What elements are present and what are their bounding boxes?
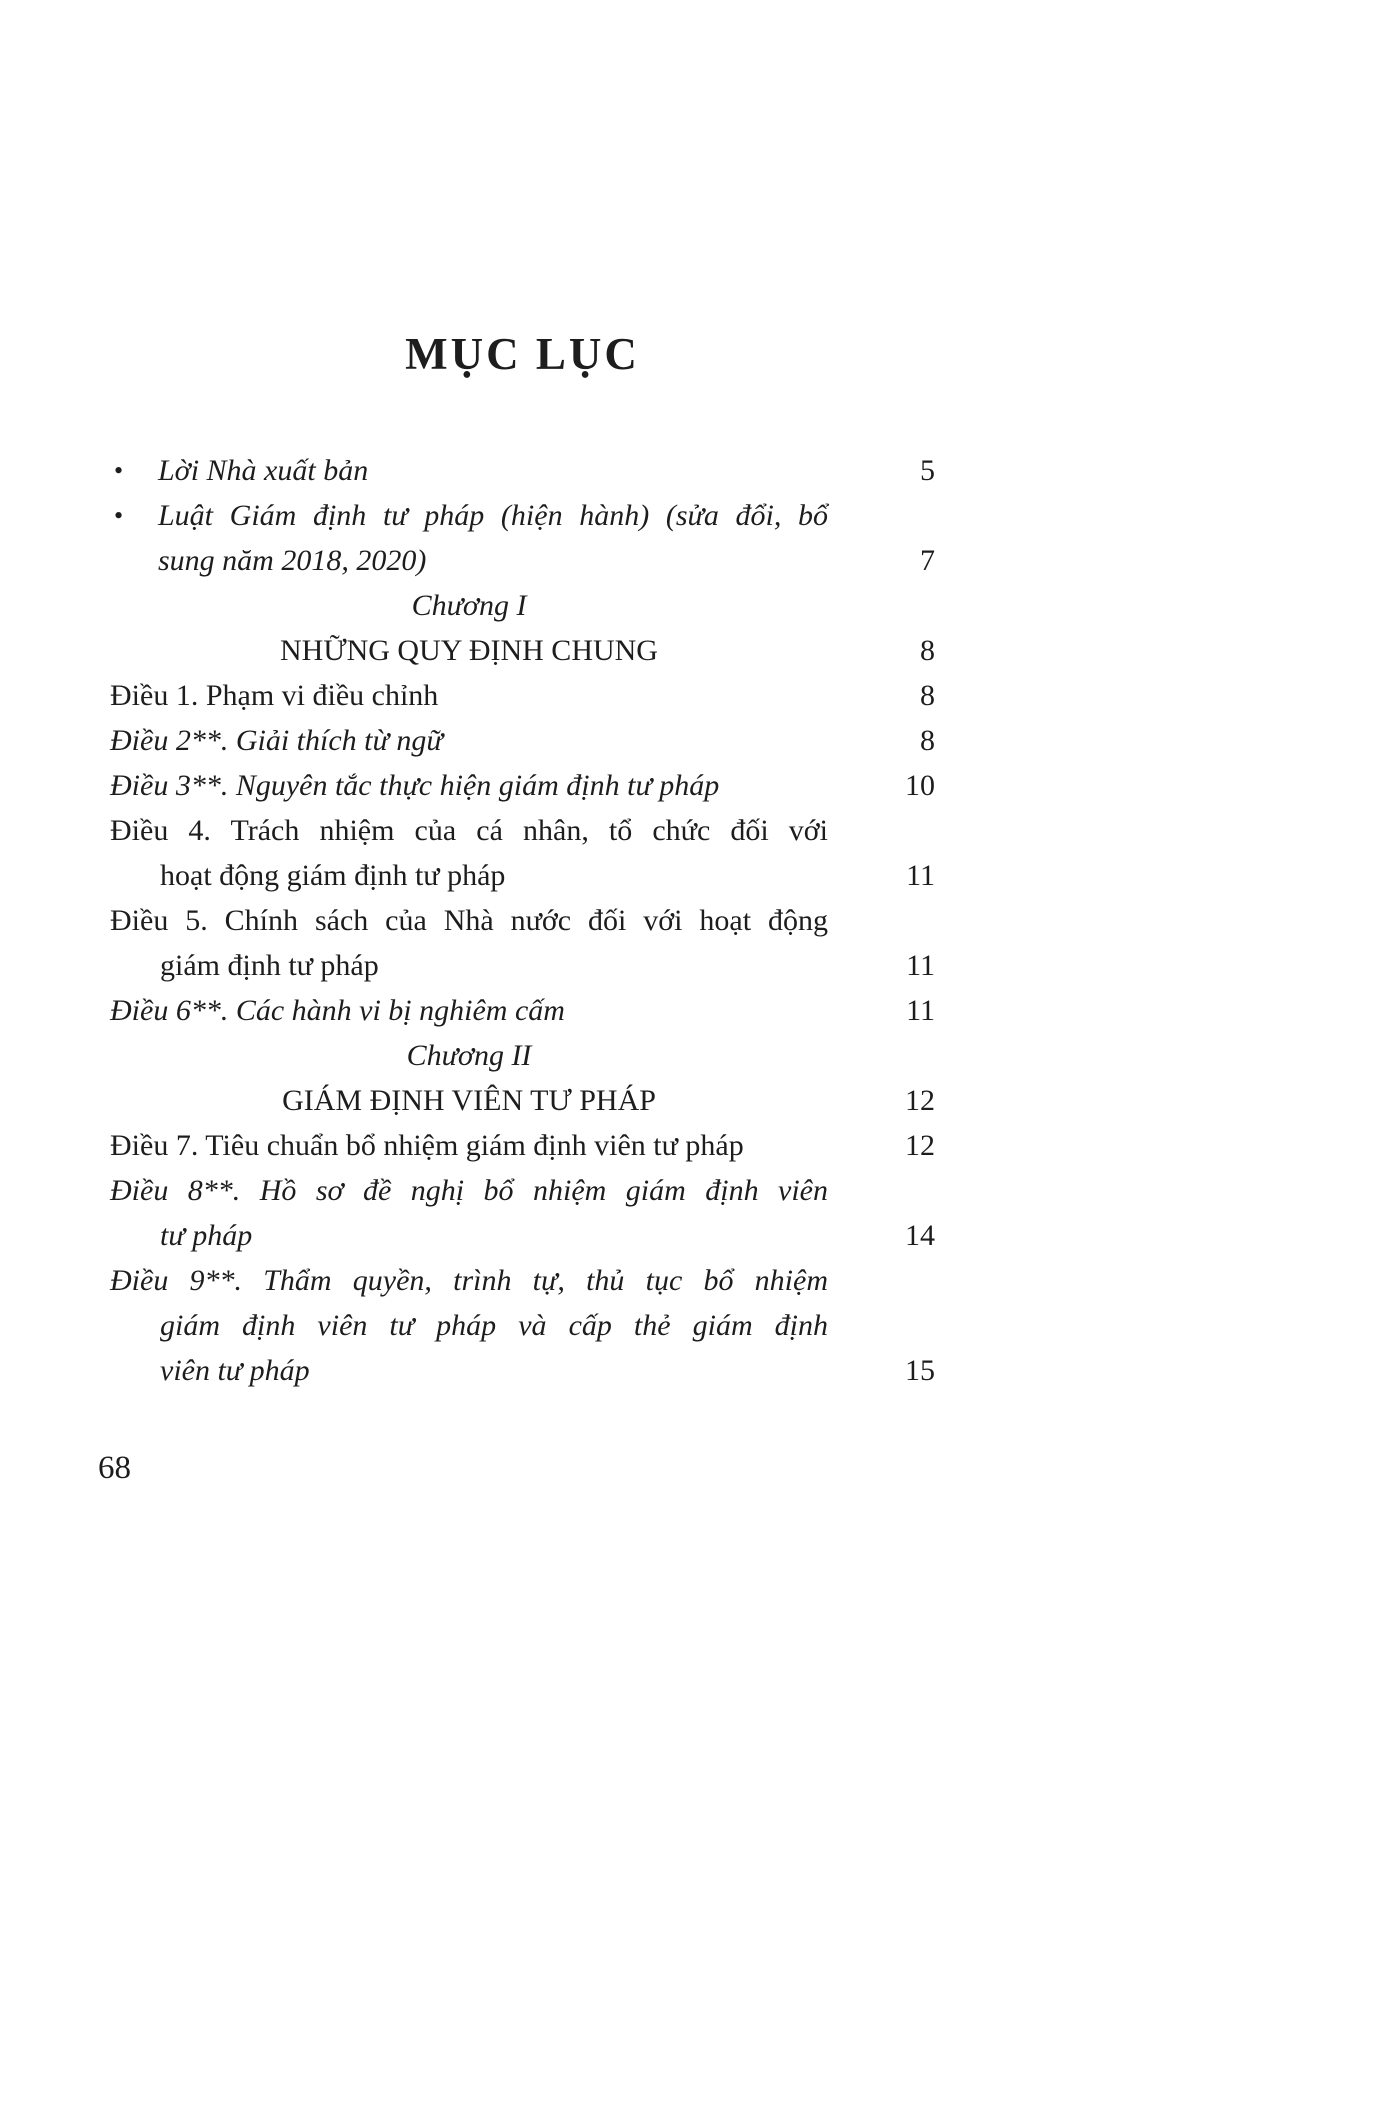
toc-entry xyxy=(110,1033,935,1078)
bullet-icon: • xyxy=(114,456,124,485)
toc-entry-page-number: 15 xyxy=(905,1354,935,1387)
page-title: MỤC LỤC xyxy=(405,329,640,379)
toc-entry-page-number: 11 xyxy=(906,859,935,892)
toc-entry-line: Điều 5. Chính sách của Nhà nước đối với hoạt động xyxy=(110,904,828,937)
toc-entry-line: Điều 7. Tiêu chuẩn bổ nhiệm giám định viên tư pháp xyxy=(110,1129,744,1162)
page-number-footer: 68 xyxy=(98,1450,131,1486)
toc-entry xyxy=(110,628,935,673)
toc-entry-page-number: 12 xyxy=(905,1129,935,1162)
toc-entry-page-number: 11 xyxy=(906,994,935,1027)
toc-entry-line: giám định viên tư pháp và cấp thẻ giám định xyxy=(160,1309,828,1342)
toc-entry-line: Điều 8**. Hồ sơ đề nghị bổ nhiệm giám định viên xyxy=(110,1174,828,1207)
toc-entry xyxy=(110,493,935,583)
toc-entry-line: Chương I xyxy=(411,589,527,622)
toc-entry-line: Điều 6**. Các hành vi bị nghiêm cấm xyxy=(110,994,565,1027)
toc-list xyxy=(110,448,935,1393)
toc-entry xyxy=(110,1258,935,1393)
toc-entry-line: Điều 3**. Nguyên tắc thực hiện giám định tư pháp xyxy=(110,769,720,802)
toc-entry-page-number: 8 xyxy=(920,634,935,667)
toc-entry xyxy=(110,1078,935,1123)
toc-entry-line: Điều 4. Trách nhiệm của cá nhân, tổ chức đối với xyxy=(110,814,828,847)
toc-entry-line: Chương II xyxy=(406,1039,532,1072)
toc-entry-page-number: 7 xyxy=(920,544,935,577)
toc-entry-line: sung năm 2018, 2020) xyxy=(158,544,427,577)
toc-entry-page-number: 8 xyxy=(920,679,935,712)
toc-entry xyxy=(110,718,935,763)
toc-entry-page-number: 12 xyxy=(905,1084,935,1117)
toc-entry-page-number: 10 xyxy=(905,769,935,802)
toc-entry xyxy=(110,673,935,718)
toc-entry xyxy=(110,448,935,493)
toc-entry-line: hoạt động giám định tư pháp xyxy=(160,859,506,892)
toc-entry-line: viên tư pháp xyxy=(160,1354,310,1387)
bullet-icon: • xyxy=(114,501,124,530)
toc-entry xyxy=(110,1168,935,1258)
toc-entry-line: GIÁM ĐỊNH VIÊN TƯ PHÁP xyxy=(282,1084,656,1117)
toc-entry-line: tư pháp xyxy=(160,1219,253,1252)
toc-entry-line: Điều 9**. Thẩm quyền, trình tự, thủ tục bổ nhiệm xyxy=(110,1264,828,1297)
toc-entry-line: Luật Giám định tư pháp (hiện hành) (sửa đổi, bổ xyxy=(158,499,828,532)
toc-entry-line: Điều 1. Phạm vi điều chỉnh xyxy=(110,679,439,712)
toc-entry xyxy=(110,898,935,988)
toc-entry-line: Lời Nhà xuất bản xyxy=(158,454,369,487)
toc-entry-page-number: 14 xyxy=(905,1219,935,1252)
toc-entry xyxy=(110,1123,935,1168)
toc-entry-page-number: 11 xyxy=(906,949,935,982)
toc-entry xyxy=(110,988,935,1033)
toc-entry-line: giám định tư pháp xyxy=(160,949,379,982)
toc-entry xyxy=(110,583,935,628)
toc-entry-line: Điều 2**. Giải thích từ ngữ xyxy=(110,724,443,757)
toc-entry-line: NHỮNG QUY ĐỊNH CHUNG xyxy=(280,634,658,667)
toc-entry xyxy=(110,763,935,808)
toc-entry-page-number: 8 xyxy=(920,724,935,757)
toc-entry xyxy=(110,808,935,898)
toc-entry-page-number: 5 xyxy=(920,454,935,487)
